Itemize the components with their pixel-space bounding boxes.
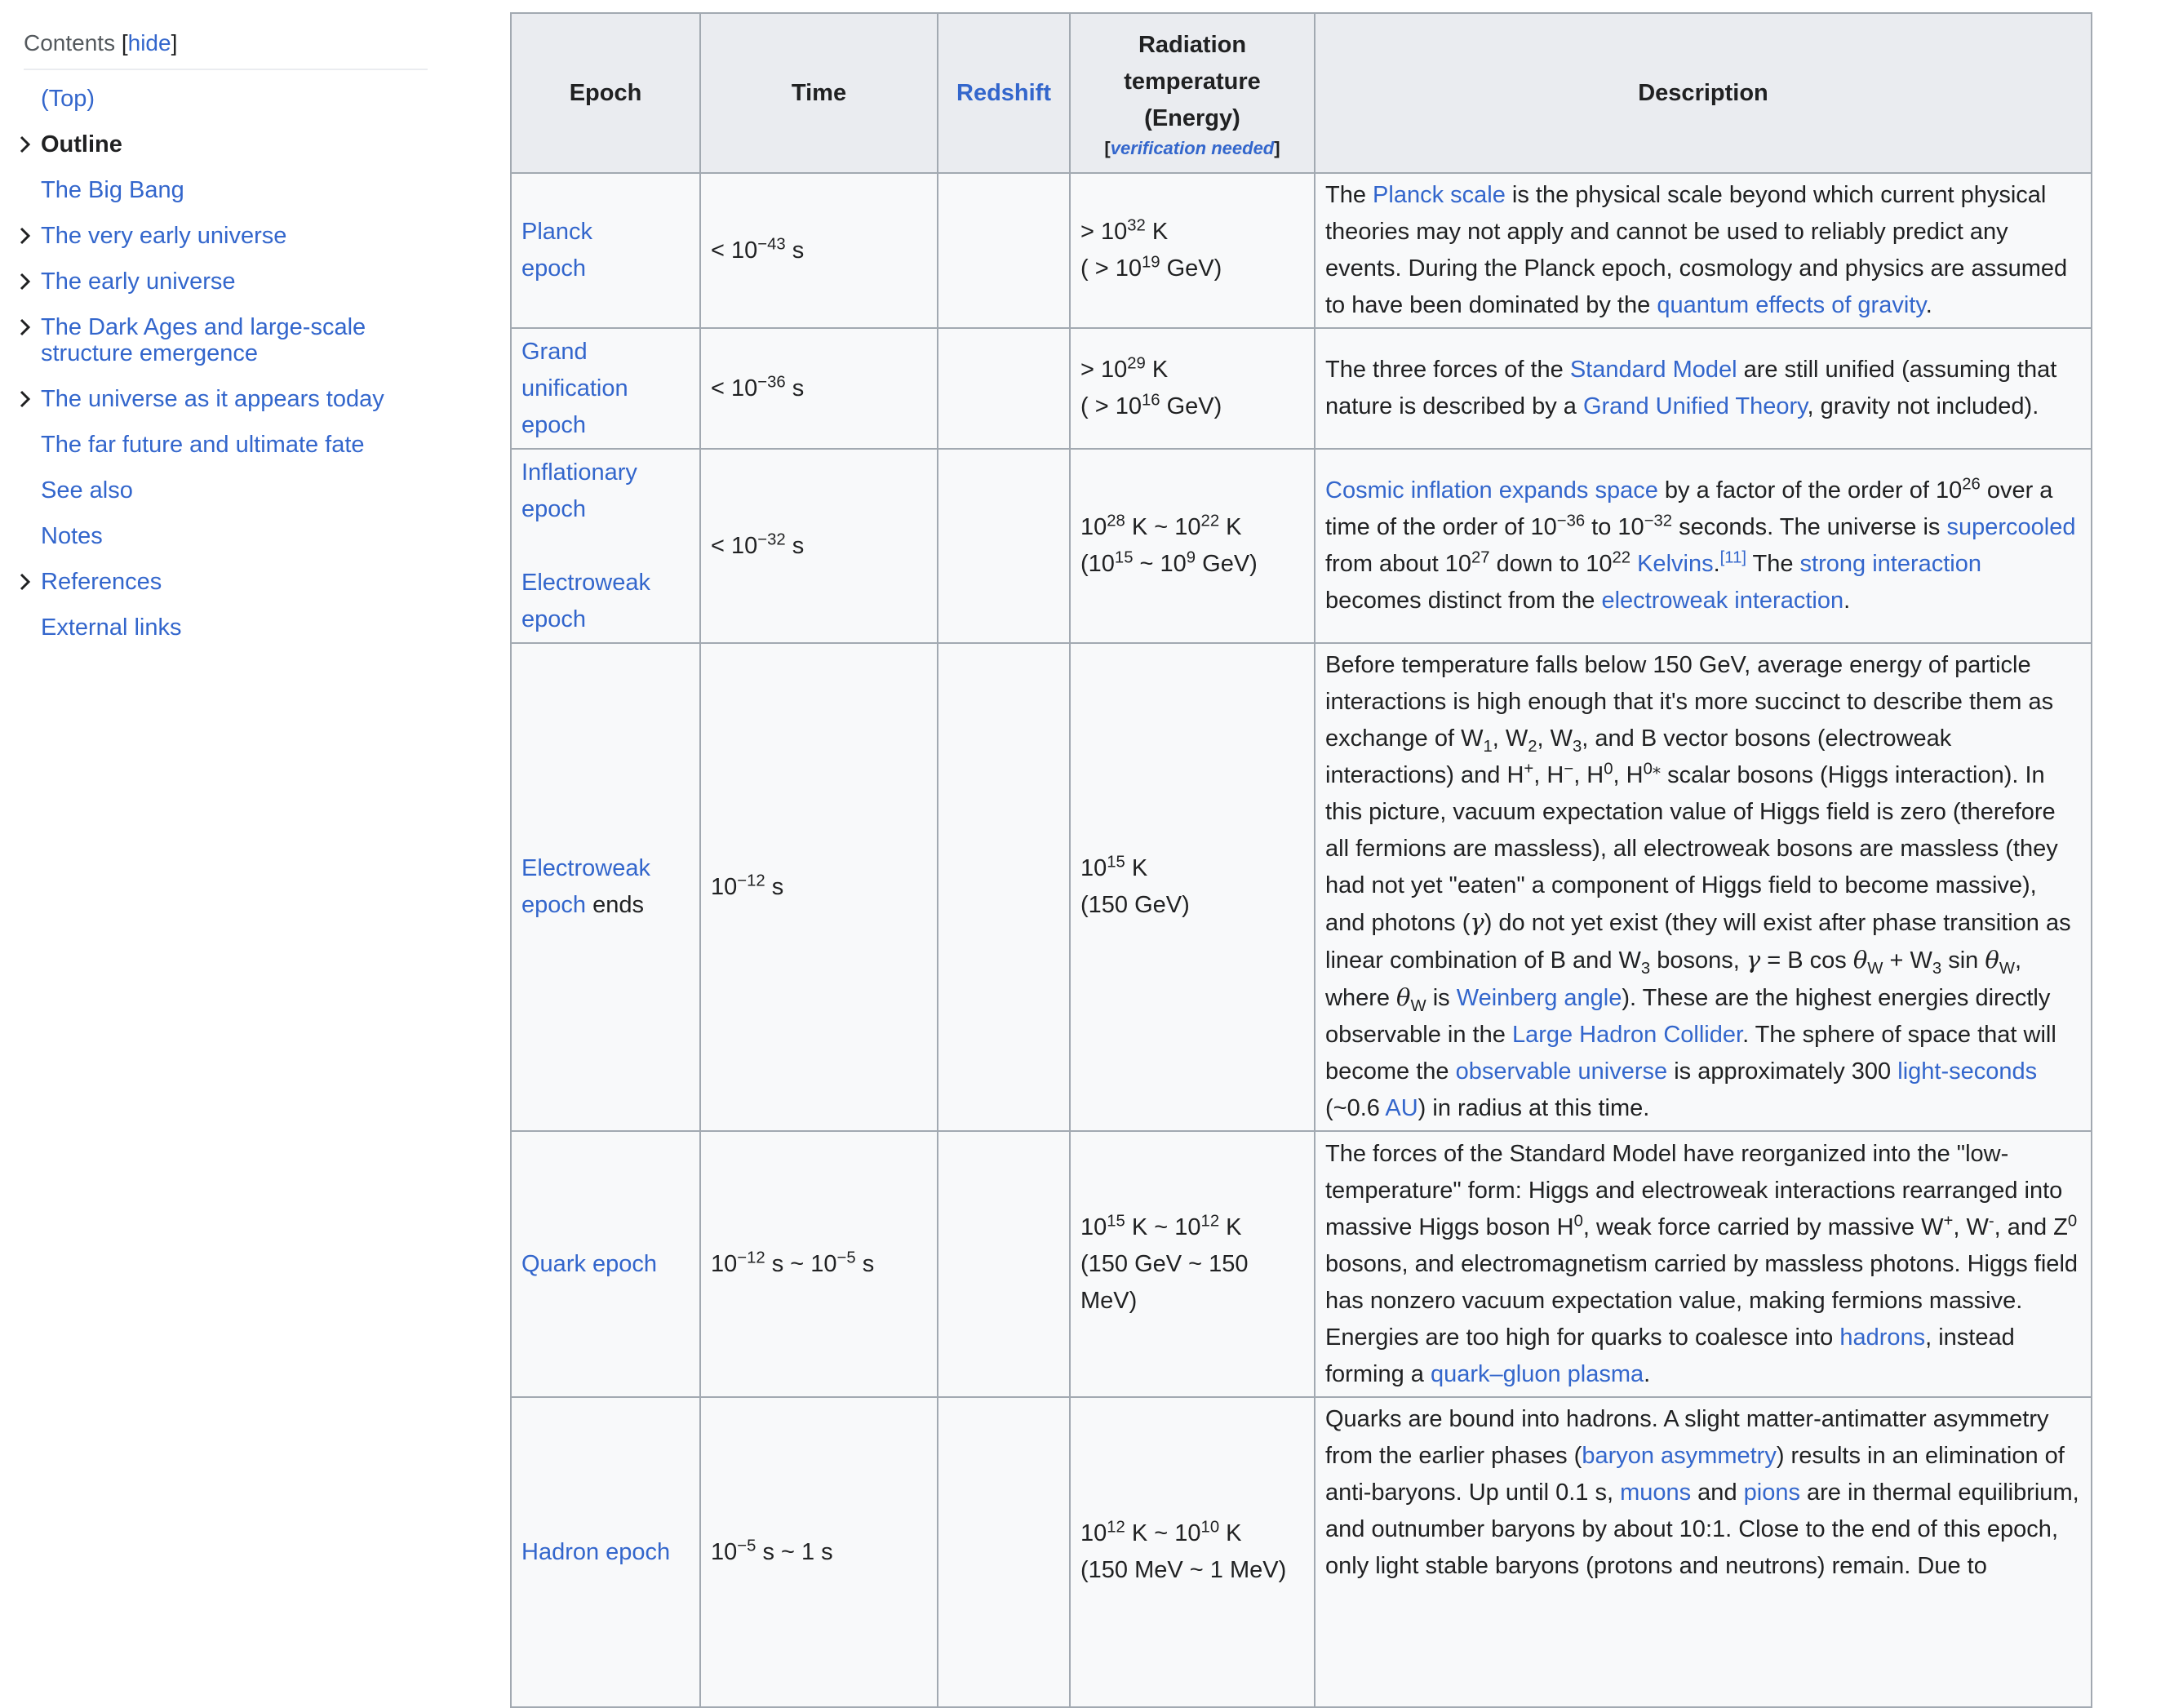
- header-time[interactable]: Time: [700, 13, 938, 173]
- toc-item-early-universe[interactable]: [24, 261, 428, 307]
- temperature-cell: > $10^{32}$ K ( > $10^{19}$ GeV): [1070, 173, 1315, 328]
- epoch-cell: [511, 173, 700, 328]
- electroweak-interaction-link[interactable]: electroweak interaction: [1601, 588, 1844, 614]
- toc-item-universe-today[interactable]: [24, 379, 428, 424]
- description-cell: Cosmic inflation expands space by a factor of the order of $10^{26}$ over a time of the order of $10^{-36}$ to $10^{-32}$ seconds. The universe is supercooled from about $10^{27}$ down to $10^{22}$ Kelvins.[11] The strong interaction becomes distinct from the electroweak interaction.: [1315, 449, 2092, 643]
- kelvins-link[interactable]: Kelvins: [1637, 551, 1714, 577]
- table-row: [511, 1397, 2092, 1707]
- redshift-link[interactable]: Redshift: [956, 79, 1051, 106]
- toc-item-very-early-universe[interactable]: [24, 215, 428, 261]
- temperature-cell: $10^{15}$ K (150 GeV): [1070, 643, 1315, 1131]
- temperature-cell: $10^{12}$ K ~ $10^{10}$ K (150 MeV ~ 1 MeV): [1070, 1397, 1315, 1707]
- epoch-link[interactable]: Inflationary epoch: [521, 459, 637, 522]
- toc-item-label[interactable]: See also: [41, 477, 133, 504]
- toc-item-label[interactable]: References: [41, 569, 162, 595]
- toc-list: [24, 70, 428, 653]
- time-cell: < $10^{-36}$ s: [700, 328, 938, 449]
- table-row: [511, 173, 2092, 328]
- table-of-contents: [24, 0, 428, 653]
- verification-tag: [verification needed]: [1104, 137, 1280, 158]
- pions-link[interactable]: pions: [1743, 1480, 1800, 1506]
- toc-item-label[interactable]: The far future and ultimate fate: [41, 432, 365, 458]
- time-cell: $10^{-12}$ s: [700, 643, 938, 1131]
- toc-item-outline[interactable]: [24, 124, 428, 170]
- chevron-right-icon[interactable]: [17, 270, 33, 293]
- quantum-gravity-link[interactable]: quantum effects of gravity: [1657, 292, 1926, 318]
- description-cell: Before temperature falls below 150 GeV, average energy of particle interactions is high enough that it's more succinct to describe them as exchange of $W_1$, $W_2$, $W_3$, and B vector bosons (electroweak interactions) and H+, H−, $H^0$, $H^{0⁎}$ scalar bosons (Higgs interaction). In this picture, vacuum expectation value of Higgs field is zero (therefore all fermions are massless), all electroweak bosons are massless (they had not yet "eaten" a component of Higgs field to become massive), and photons (γ) do not yet exist (they will exist after phase transition as linear combination of B and $W_3$ bosons, γ = B $\cos \theta_W + W_3$ $\sin \theta_W$, where $\theta_W$ is Weinberg angle). These are the highest energies directly observable in the Large Hadron Collider. The sphere of space that will become the observable universe is approximately 300 light-seconds (~0.6 AU) in radius at this time.: [1315, 643, 2092, 1131]
- epoch-link[interactable]: Electroweak epoch: [521, 855, 650, 918]
- gut-link[interactable]: Grand Unified Theory: [1582, 393, 1808, 419]
- redshift-cell: [938, 449, 1070, 643]
- standard-model-link[interactable]: Standard Model: [1569, 357, 1737, 383]
- time-cell: < $10^{-32}$ s: [700, 449, 938, 643]
- redshift-cell: [938, 173, 1070, 328]
- header-description[interactable]: Description: [1315, 13, 2092, 173]
- redshift-cell: [938, 328, 1070, 449]
- toc-item-top[interactable]: [24, 78, 428, 124]
- time-cell: < $10^{-43}$ s: [700, 173, 938, 328]
- time-cell: $10^{-12}$ s ~ $10^{-5}$ s: [700, 1131, 938, 1397]
- toc-item-label[interactable]: The very early universe: [41, 223, 287, 249]
- table-row: [511, 643, 2092, 1131]
- epoch-link[interactable]: Electroweak epoch: [521, 569, 650, 632]
- temperature-cell: > $10^{29}$ K ( > $10^{16}$ GeV): [1070, 328, 1315, 449]
- header-temp-line1: Radiation: [1138, 31, 1247, 58]
- toc-item-dark-ages[interactable]: [24, 307, 428, 379]
- au-link[interactable]: AU: [1385, 1095, 1418, 1121]
- epoch-link[interactable]: Hadron epoch: [521, 1538, 671, 1565]
- chevron-right-icon[interactable]: [17, 388, 33, 410]
- table-row: [511, 449, 2092, 643]
- muons-link[interactable]: muons: [1620, 1480, 1692, 1506]
- epoch-link[interactable]: Planck epoch: [521, 219, 593, 282]
- header-redshift[interactable]: [938, 13, 1070, 173]
- toc-item-label[interactable]: External links: [41, 614, 182, 641]
- toc-item-external-links[interactable]: [24, 607, 428, 653]
- description-cell: Quarks are bound into hadrons. A slight matter-antimatter asymmetry from the earlier phases (baryon asymmetry) results in an elimination of anti-baryons. Up until 0.1 s, muons and pions are in thermal equilibrium, and outnumber baryons by about 10:1. Close to the end of this epoch, only light stable baryons (protons and neutrons) remain. Due to: [1315, 1397, 2092, 1707]
- chevron-right-icon[interactable]: [17, 570, 33, 593]
- observable-universe-link[interactable]: observable universe: [1455, 1058, 1668, 1085]
- strong-interaction-link[interactable]: strong interaction: [1799, 551, 1982, 577]
- toc-item-notes[interactable]: [24, 516, 428, 561]
- redshift-cell: [938, 1131, 1070, 1397]
- temperature-cell: $10^{28}$ K ~ $10^{22}$ K ($10^{15}$ ~ $10^9$ GeV): [1070, 449, 1315, 643]
- epoch-cell: [511, 449, 700, 643]
- epoch-cell: [511, 328, 700, 449]
- verification-link[interactable]: verification needed: [1110, 137, 1275, 158]
- quark-gluon-plasma-link[interactable]: quark–gluon plasma: [1430, 1360, 1644, 1387]
- epoch-link[interactable]: Quark epoch: [521, 1250, 658, 1277]
- chevron-right-icon[interactable]: [17, 224, 33, 247]
- light-seconds-link[interactable]: light-seconds: [1897, 1058, 2038, 1085]
- toc-item-label[interactable]: The Big Bang: [41, 177, 184, 203]
- toc-item-label[interactable]: The Dark Ages and large-scale structure emergence: [41, 314, 366, 366]
- chevron-right-icon[interactable]: [17, 316, 33, 339]
- header-temperature[interactable]: [1070, 13, 1315, 173]
- toc-item-label[interactable]: Notes: [41, 523, 103, 549]
- toc-item-label[interactable]: (Top): [41, 86, 95, 112]
- toc-item-see-also[interactable]: [24, 470, 428, 516]
- toc-item-label[interactable]: The universe as it appears today: [41, 386, 384, 412]
- supercooled-link[interactable]: supercooled: [1946, 514, 2076, 540]
- time-cell: $10^{-5}$ s ~ 1 s: [700, 1397, 938, 1707]
- baryon-asymmetry-link[interactable]: baryon asymmetry: [1582, 1443, 1777, 1469]
- weinberg-angle-link[interactable]: Weinberg angle: [1456, 985, 1622, 1011]
- description-cell: The forces of the Standard Model have reorganized into the "low-temperature" form: Higgs and electroweak interactions rearranged into massive Higgs boson $H^0$, weak force carried by massive W+, W-, and $Z^0$ bosons, and electromagnetism carried by massless photons. Higgs field has nonzero vacuum expectation value, making fermions massive. Energies are too high for quarks to coalesce into hadrons, instead forming a quark–gluon plasma.: [1315, 1131, 2092, 1397]
- toc-title: Contents: [24, 30, 116, 55]
- lhc-link[interactable]: Large Hadron Collider: [1511, 1022, 1743, 1048]
- temperature-cell: $10^{15}$ K ~ $10^{12}$ K (150 GeV ~ 150 MeV): [1070, 1131, 1315, 1397]
- toc-item-references[interactable]: [24, 561, 428, 607]
- chevron-right-icon[interactable]: [17, 133, 33, 156]
- epoch-cell: [511, 1397, 700, 1707]
- description-cell: The Planck scale is the physical scale beyond which current physical theories may not apply and cannot be used to reliably predict any events. During the Planck epoch, cosmology and physics are assumed to have been dominated by the quantum effects of gravity.: [1315, 173, 2092, 328]
- toc-item-far-future[interactable]: [24, 424, 428, 470]
- header-epoch[interactable]: Epoch: [511, 13, 700, 173]
- cosmic-inflation-link[interactable]: Cosmic inflation expands space: [1325, 477, 1658, 504]
- citation-link[interactable]: [11]: [1719, 548, 1746, 567]
- epoch-table: [510, 12, 2092, 1708]
- planck-scale-link[interactable]: Planck scale: [1373, 182, 1506, 208]
- header-temp-line3: (Energy): [1144, 104, 1240, 131]
- description-cell: The three forces of the Standard Model are still unified (assuming that nature is described by a Grand Unified Theory, gravity not included).: [1315, 328, 2092, 449]
- table-row: [511, 328, 2092, 449]
- toc-item-big-bang[interactable]: [24, 170, 428, 215]
- table-row: [511, 1131, 2092, 1397]
- header-temp-line2: temperature: [1124, 68, 1261, 95]
- toc-item-label[interactable]: The early universe: [41, 268, 236, 295]
- epoch-link[interactable]: Grand unification epoch: [521, 338, 628, 438]
- epoch-cell: Electroweak epoch ends: [511, 643, 700, 1131]
- toc-hide-link[interactable]: hide: [127, 30, 171, 55]
- redshift-cell: [938, 643, 1070, 1131]
- table-header-row: [511, 13, 2092, 173]
- hadrons-link[interactable]: hadrons: [1839, 1324, 1926, 1351]
- epoch-cell: [511, 1131, 700, 1397]
- toc-item-label[interactable]: Outline: [41, 131, 122, 157]
- toc-header: Contents [hide]: [24, 0, 428, 70]
- redshift-cell: [938, 1397, 1070, 1707]
